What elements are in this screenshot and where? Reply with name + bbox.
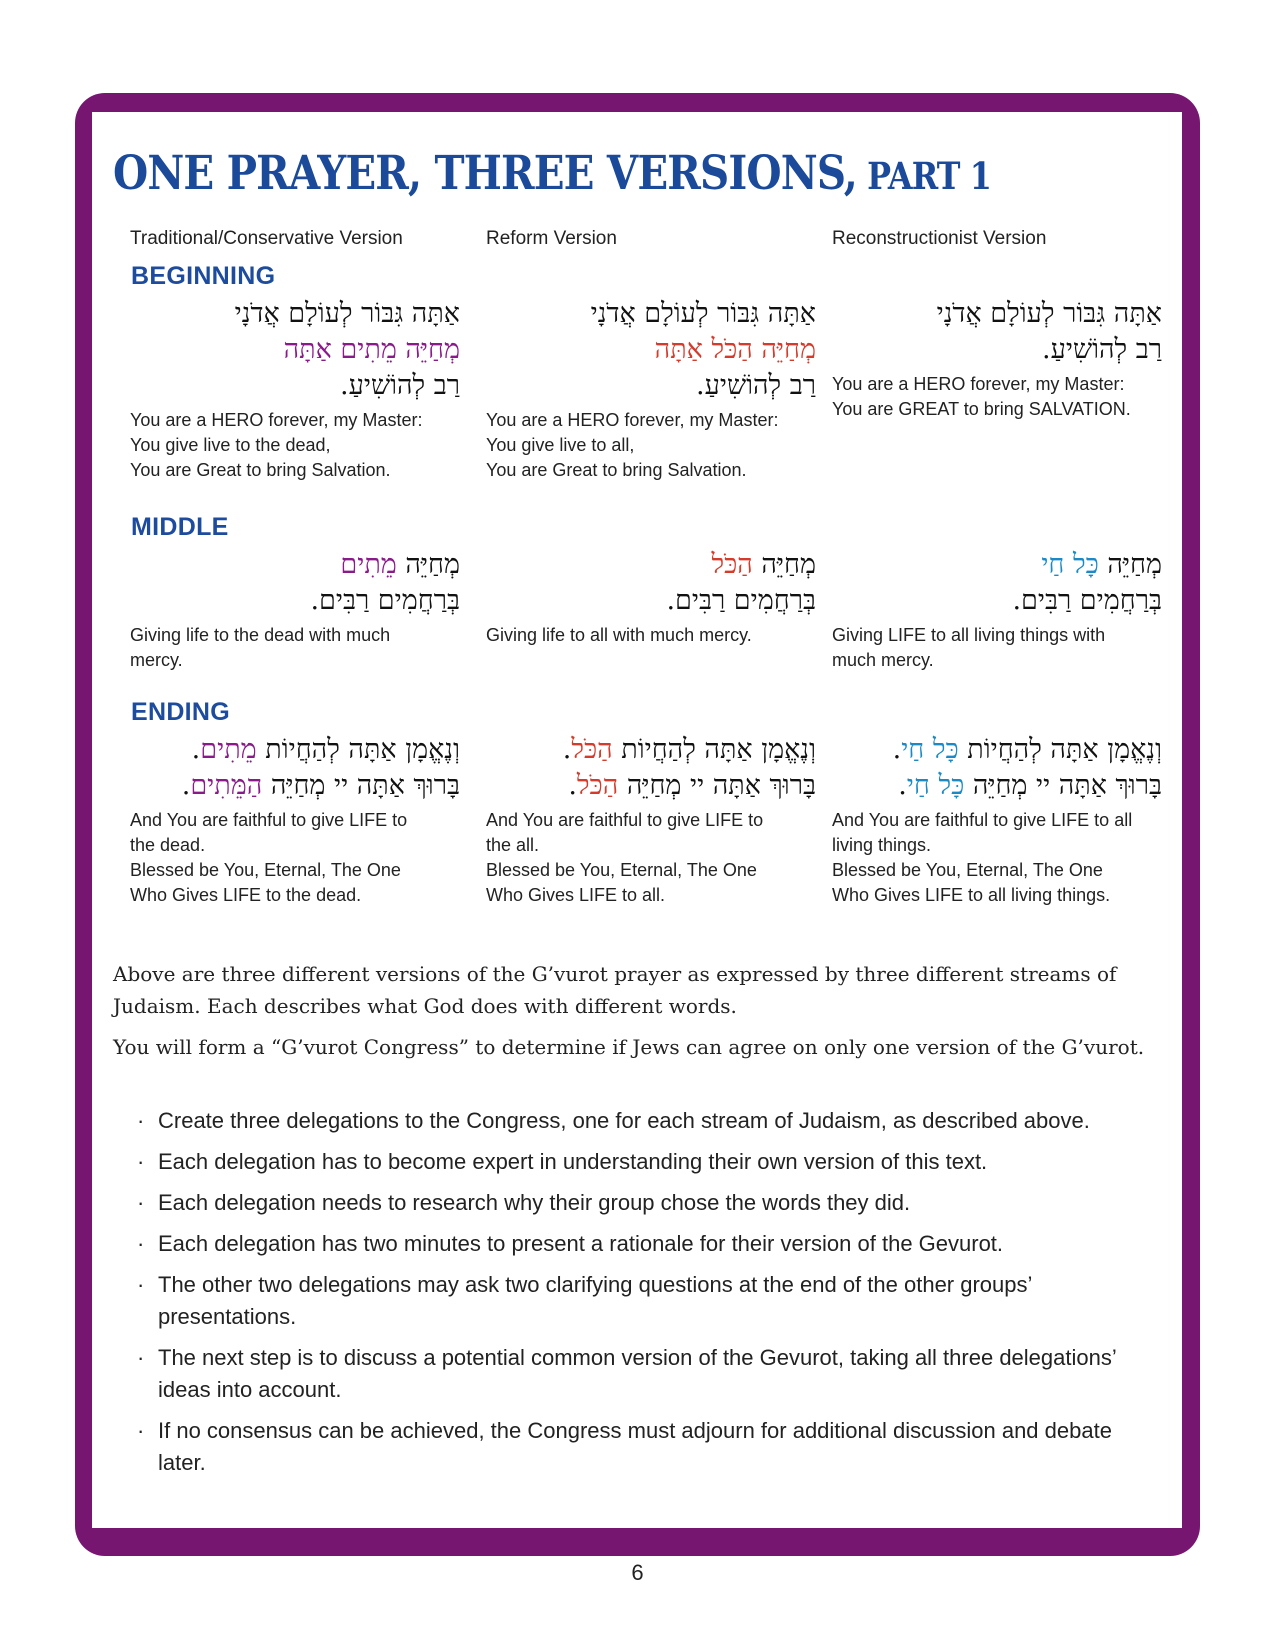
column-label: Reform Version — [486, 228, 617, 249]
list-item: · If no consensus can be achieved, the Congress must adjourn for additional discussion and debate later. — [113, 1415, 1163, 1479]
section-heading-middle: MIDDLE — [131, 513, 229, 541]
hebrew-text: אַתָּה גִּבּוֹר לְעוֹלָם אֲדֹנָי רַב לְהוֹשִׁיעַ. — [936, 298, 1162, 365]
prayer-ending-2 — [832, 732, 1162, 908]
hebrew-text: וְנֶאֱמָן אַתָּה לְהַחֲיוֹת כָּל חַי. בָּרוּךְ אַתָּה יי מְחַיֵּה כָּל חַי. — [892, 734, 1162, 801]
english-translation: You are a HERO forever, my Master: You give live to all, You are Great to bring Salvation. — [486, 410, 779, 480]
list-item: · The other two delegations may ask two clarifying questions at the end of the other groups’ presentations. — [113, 1269, 1163, 1333]
bullet-icon: · — [137, 1108, 145, 1133]
bullet-icon: · — [137, 1272, 145, 1297]
hebrew-text: וְנֶאֱמָן אַתָּה לְהַחֲיוֹת מֵתִים. בָּרוּךְ אַתָּה יי מְחַיֵּה הַמֵּתִים. — [181, 734, 460, 801]
hebrew-text: אַתָּה גִּבּוֹר לְעוֹלָם אֲדֹנָי מְחַיֵּה מֵתִים אַתָּה רַב לְהוֹשִׁיעַ. — [234, 298, 460, 401]
list-item: · Each delegation has to become expert in understanding their own version of this text. — [113, 1146, 1163, 1178]
intro-paragraph: Above are three different versions of the G’vurot prayer as expressed by three different streams of Judaism. Each describes what God does with different words. — [113, 962, 1117, 1018]
english-translation: Giving life to the dead with much mercy. — [130, 625, 391, 670]
hebrew-text: אַתָּה גִּבּוֹר לְעוֹלָם אֲדֹנָי מְחַיֵּה הַכֹּל אַתָּה רַב לְהוֹשִׁיעַ. — [590, 298, 816, 401]
page-title — [113, 146, 992, 201]
english-translation: And You are faithful to give LIFE to all living things. Blessed be You, Eternal, The One Who Gives LIFE to all living things. — [832, 810, 1133, 905]
hebrew-text: מְחַיֵּה כָּל חַי בְּרַחֲמִים רַבִּים. — [1012, 549, 1162, 616]
instructions-list — [113, 1105, 1163, 1488]
prayer-ending-1 — [486, 732, 816, 908]
column-reconstructionist — [832, 228, 1162, 264]
section-heading-beginning: BEGINNING — [131, 262, 276, 290]
column-traditional — [130, 228, 460, 264]
list-item: · Each delegation needs to research why their group chose the words they did. — [113, 1187, 1163, 1219]
english-translation: Giving life to all with much mercy. — [486, 625, 752, 645]
section-heading-ending: ENDING — [131, 698, 231, 726]
hebrew-text: וְנֶאֱמָן אַתָּה לְהַחֲיוֹת הַכֹּל. בָּרוּךְ אַתָּה יי מְחַיֵּה הַכֹּל. — [562, 734, 816, 801]
title-part: PART 1 — [856, 154, 992, 198]
list-item: · Create three delegations to the Congress, one for each stream of Judaism, as described above. — [113, 1105, 1163, 1137]
prayer-beginning-0 — [130, 296, 460, 483]
list-item: · Each delegation has two minutes to present a rationale for their version of the Gevurot. — [113, 1228, 1163, 1260]
bullet-icon: · — [137, 1190, 145, 1215]
column-label: Reconstructionist Version — [832, 228, 1047, 249]
prayer-middle-2 — [832, 547, 1162, 673]
english-translation: You are a HERO forever, my Master: You give live to the dead, You are Great to bring Salvation. — [130, 410, 423, 480]
column-label: Traditional/Conservative Version — [130, 228, 403, 249]
congress-paragraph: You will form a “G’vurot Congress” to determine if Jews can agree on only one version of the G’vurot. — [113, 1035, 1145, 1059]
list-item: · The next step is to discuss a potential common version of the Gevurot, taking all three delegations’ ideas into account. — [113, 1342, 1163, 1406]
page-number: 6 — [631, 1560, 644, 1585]
prayer-beginning-1 — [486, 296, 816, 483]
prayer-beginning-2 — [832, 296, 1162, 422]
prayer-middle-0 — [130, 547, 460, 673]
prayer-middle-1 — [486, 547, 816, 648]
english-translation: And You are faithful to give LIFE to the dead. Blessed be You, Eternal, The One Who Gives LIFE to the dead. — [130, 810, 408, 905]
bullet-icon: · — [137, 1418, 145, 1443]
english-translation: You are a HERO forever, my Master: You are GREAT to bring SALVATION. — [832, 374, 1131, 419]
column-reform — [486, 228, 816, 264]
hebrew-text: מְחַיֵּה הַכֹּל בְּרַחֲמִים רַבִּים. — [666, 549, 816, 616]
hebrew-text: מְחַיֵּה מֵתִים בְּרַחֲמִים רַבִּים. — [310, 549, 460, 616]
english-translation: And You are faithful to give LIFE to the all. Blessed be You, Eternal, The One Who Gives LIFE to all. — [486, 810, 764, 905]
bullet-icon: · — [137, 1345, 145, 1370]
bullet-icon: · — [137, 1149, 145, 1174]
bullet-icon: · — [137, 1231, 145, 1256]
title-main: ONE PRAYER, THREE VERSIONS, — [113, 146, 857, 201]
english-translation: Giving LIFE to all living things with much mercy. — [832, 625, 1106, 670]
prayer-ending-0 — [130, 732, 460, 908]
